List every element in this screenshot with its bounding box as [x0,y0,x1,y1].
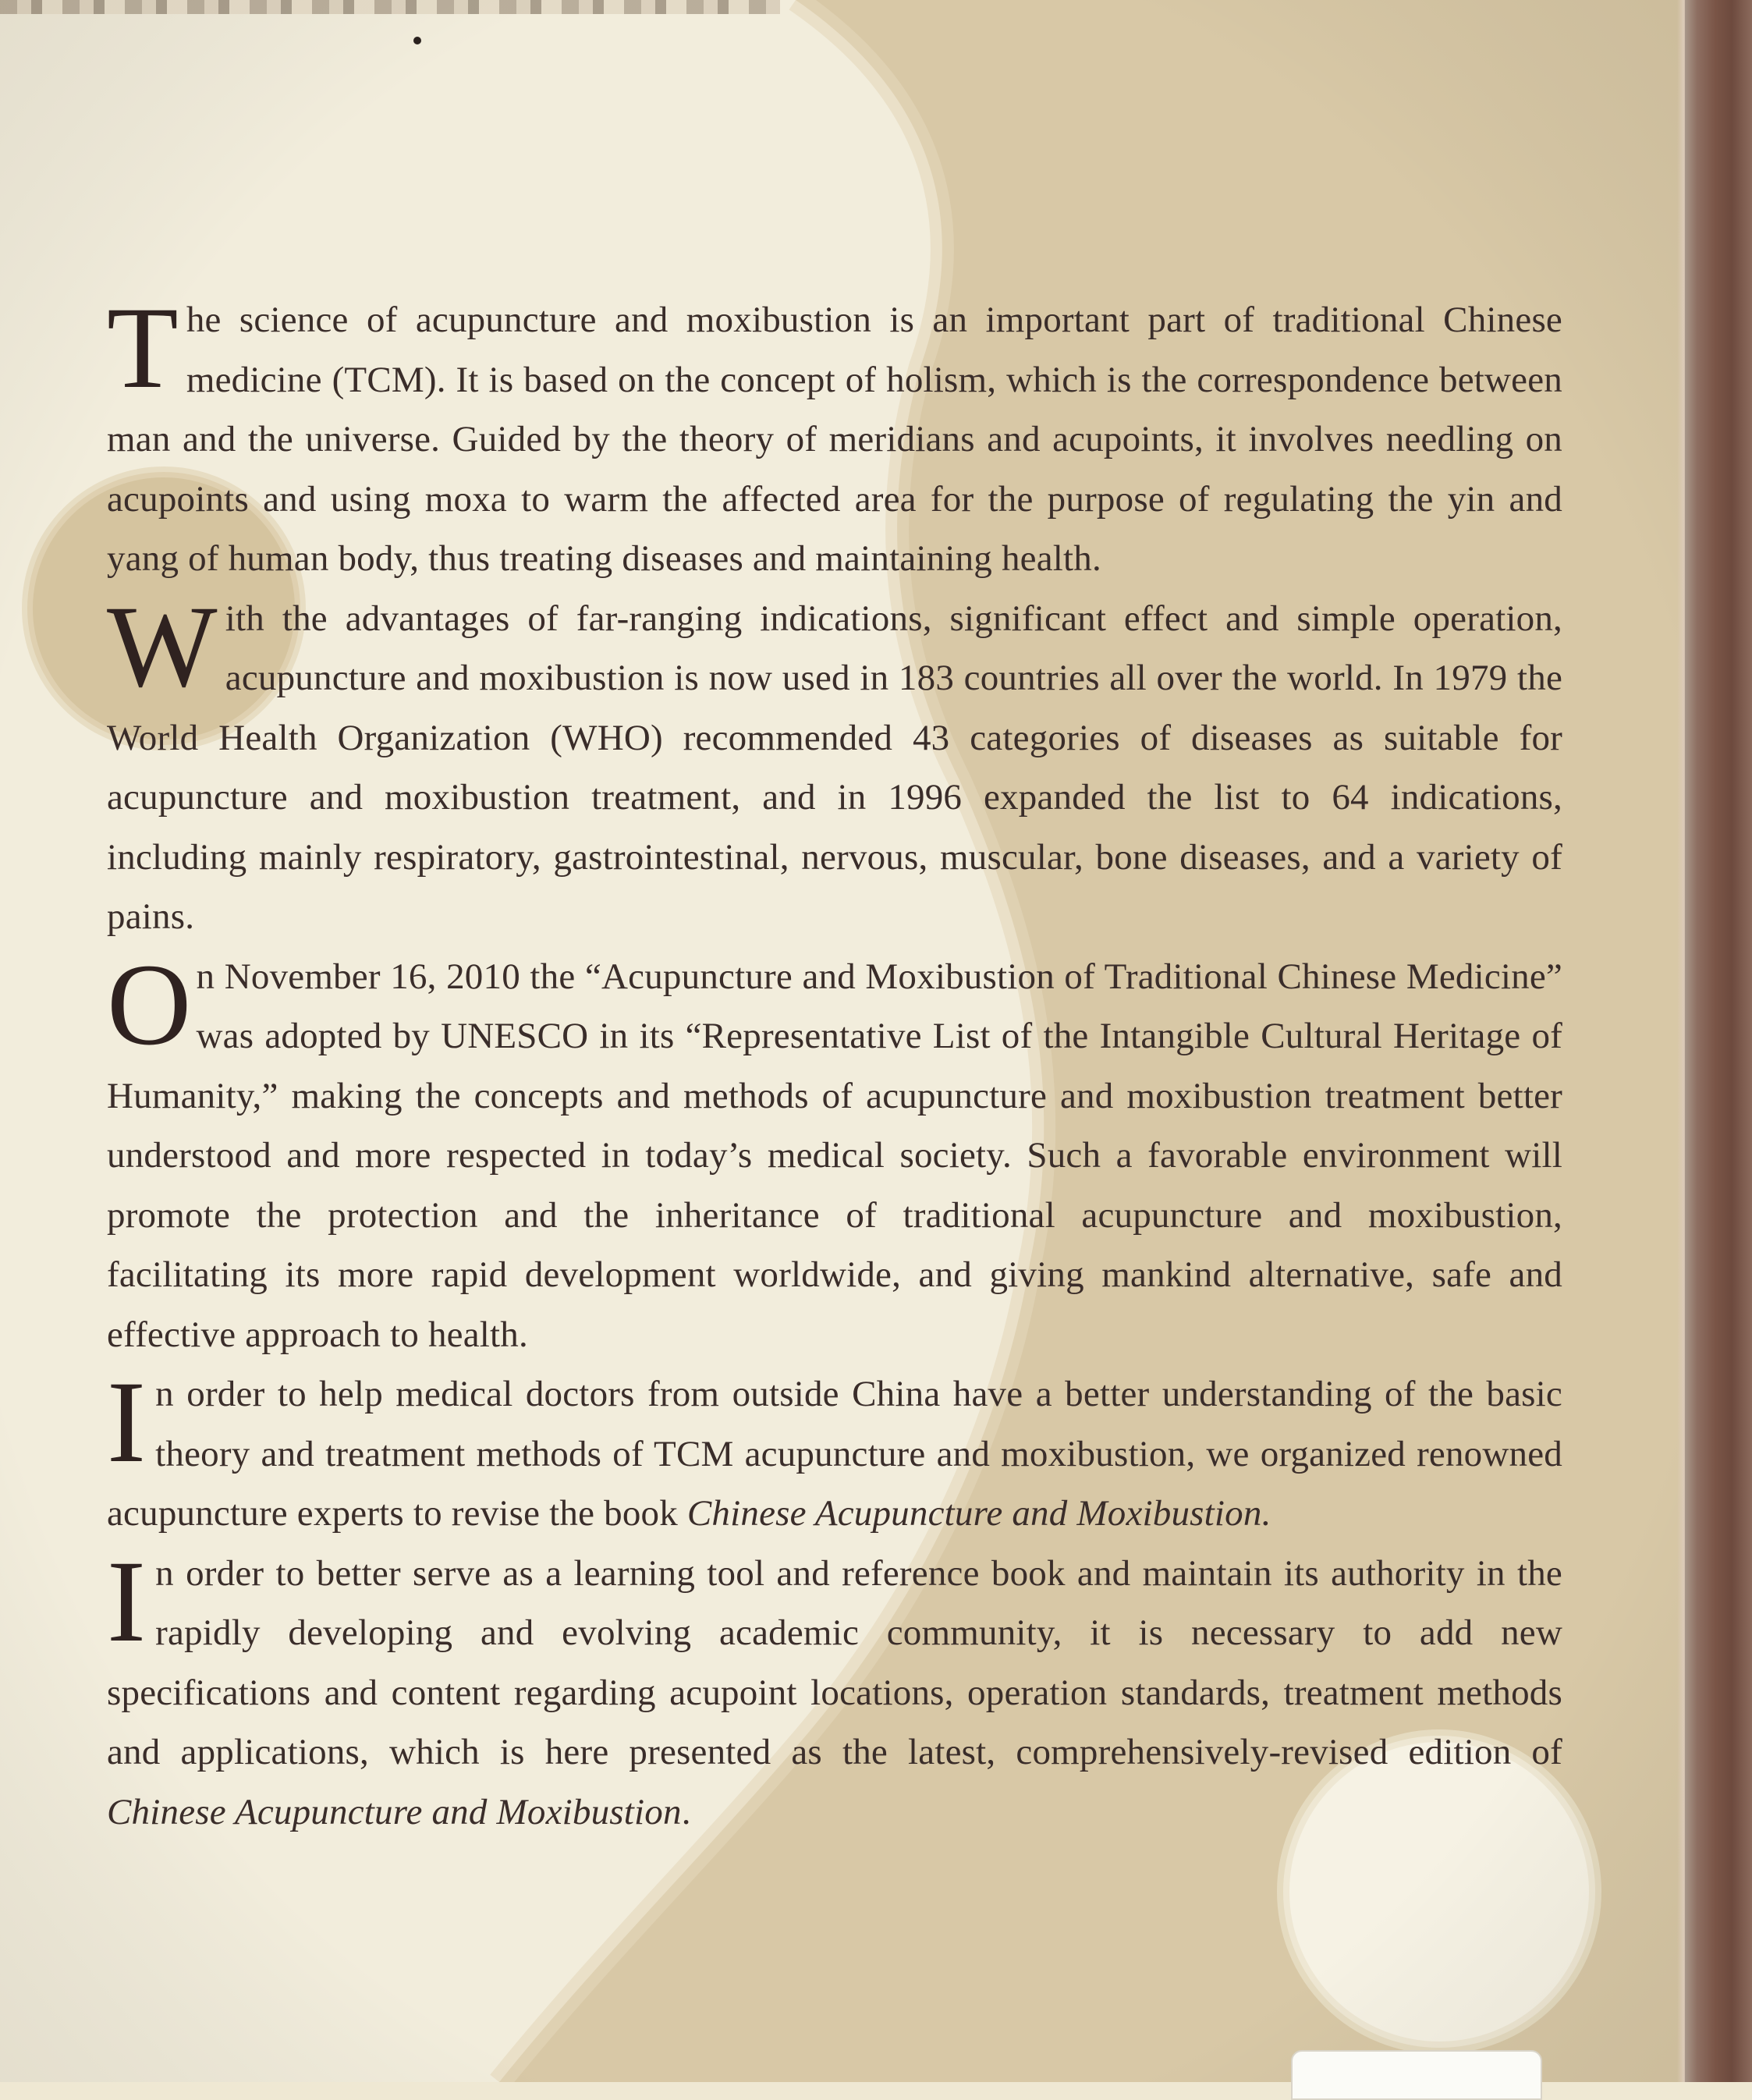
book-title-italic: Chinese Acupuncture and Moxibustion [107,1791,682,1832]
drop-cap: I [107,1357,147,1487]
paragraph-2 [107,581,1562,947]
paragraph-1 [107,283,1562,589]
drop-cap: I [107,1536,147,1666]
paragraph-5 [107,1536,1562,1843]
drop-cap: T [107,283,179,413]
back-cover-text [107,283,1562,1842]
book-spine [1685,0,1752,2082]
drop-cap: O [107,939,192,1070]
drop-cap: W [107,581,218,711]
paragraph-text: n order to help medical doctors from outside China have a better understanding of the basic theory and treatment methods of TCM acupuncture and moxibustion, we organized renowned acupuncture experts to revise the book [107,1374,1562,1534]
price-sticker [1291,2050,1542,2100]
paragraph-text: n November 16, 2010 the “Acupuncture and Moxibustion of Traditional Chinese Medicine” was adopted by UNESCO in its “Representative List of the Intangible Cultural Heritage of Humanity,” making the concepts and methods of acupuncture and moxibustion treatment better understood and more respected in today’s medical society. Such a favorable environment will promote the protection and the inheritance of traditional acupuncture and moxibustion, facilitating its more rapid development worldwide, and giving mankind alternative, safe and effective approach to health. [107,956,1562,1355]
book-title-italic: Chinese Acupuncture and Moxibustion. [686,1493,1271,1534]
top-edge-pattern [0,0,780,14]
paragraph-3 [107,939,1562,1365]
paragraph-text: he science of acupuncture and moxibustion is an important part of traditional Chinese medicine (TCM). It is based on the concept of holism, which is the correspondence between man and the universe. Guided by the theory of meridians and acupoints, it involves needling on acupoints and using moxa to warm the affected area for the purpose of regulating the yin and yang of human body, thus treating diseases and maintaining health. [107,300,1562,579]
paragraph-tail: . [681,1791,691,1832]
paragraph-4 [107,1357,1562,1544]
paragraph-text: ith the advantages of far-ranging indications, significant effect and simple operation, acupuncture and moxibustion is now used in 183 countries all over the world. In 1979 the World Health Organization (WHO) recommended 43 categories of diseases as suitable for acupuncture and moxibustion treatment, and in 1996 expanded the list to 64 indications, including mainly respiratory, gastrointestinal, nervous, muscular, bone diseases, and a variety of pains. [107,598,1562,937]
paragraph-text: n order to better serve as a learning tool and reference book and maintain its authority in the rapidly developing and evolving academic community, it is necessary to add new specifications and content regarding acupoint locations, operation standards, treatment methods and applications, which is here presented as the latest, comprehensively-revised edition of [107,1552,1562,1772]
